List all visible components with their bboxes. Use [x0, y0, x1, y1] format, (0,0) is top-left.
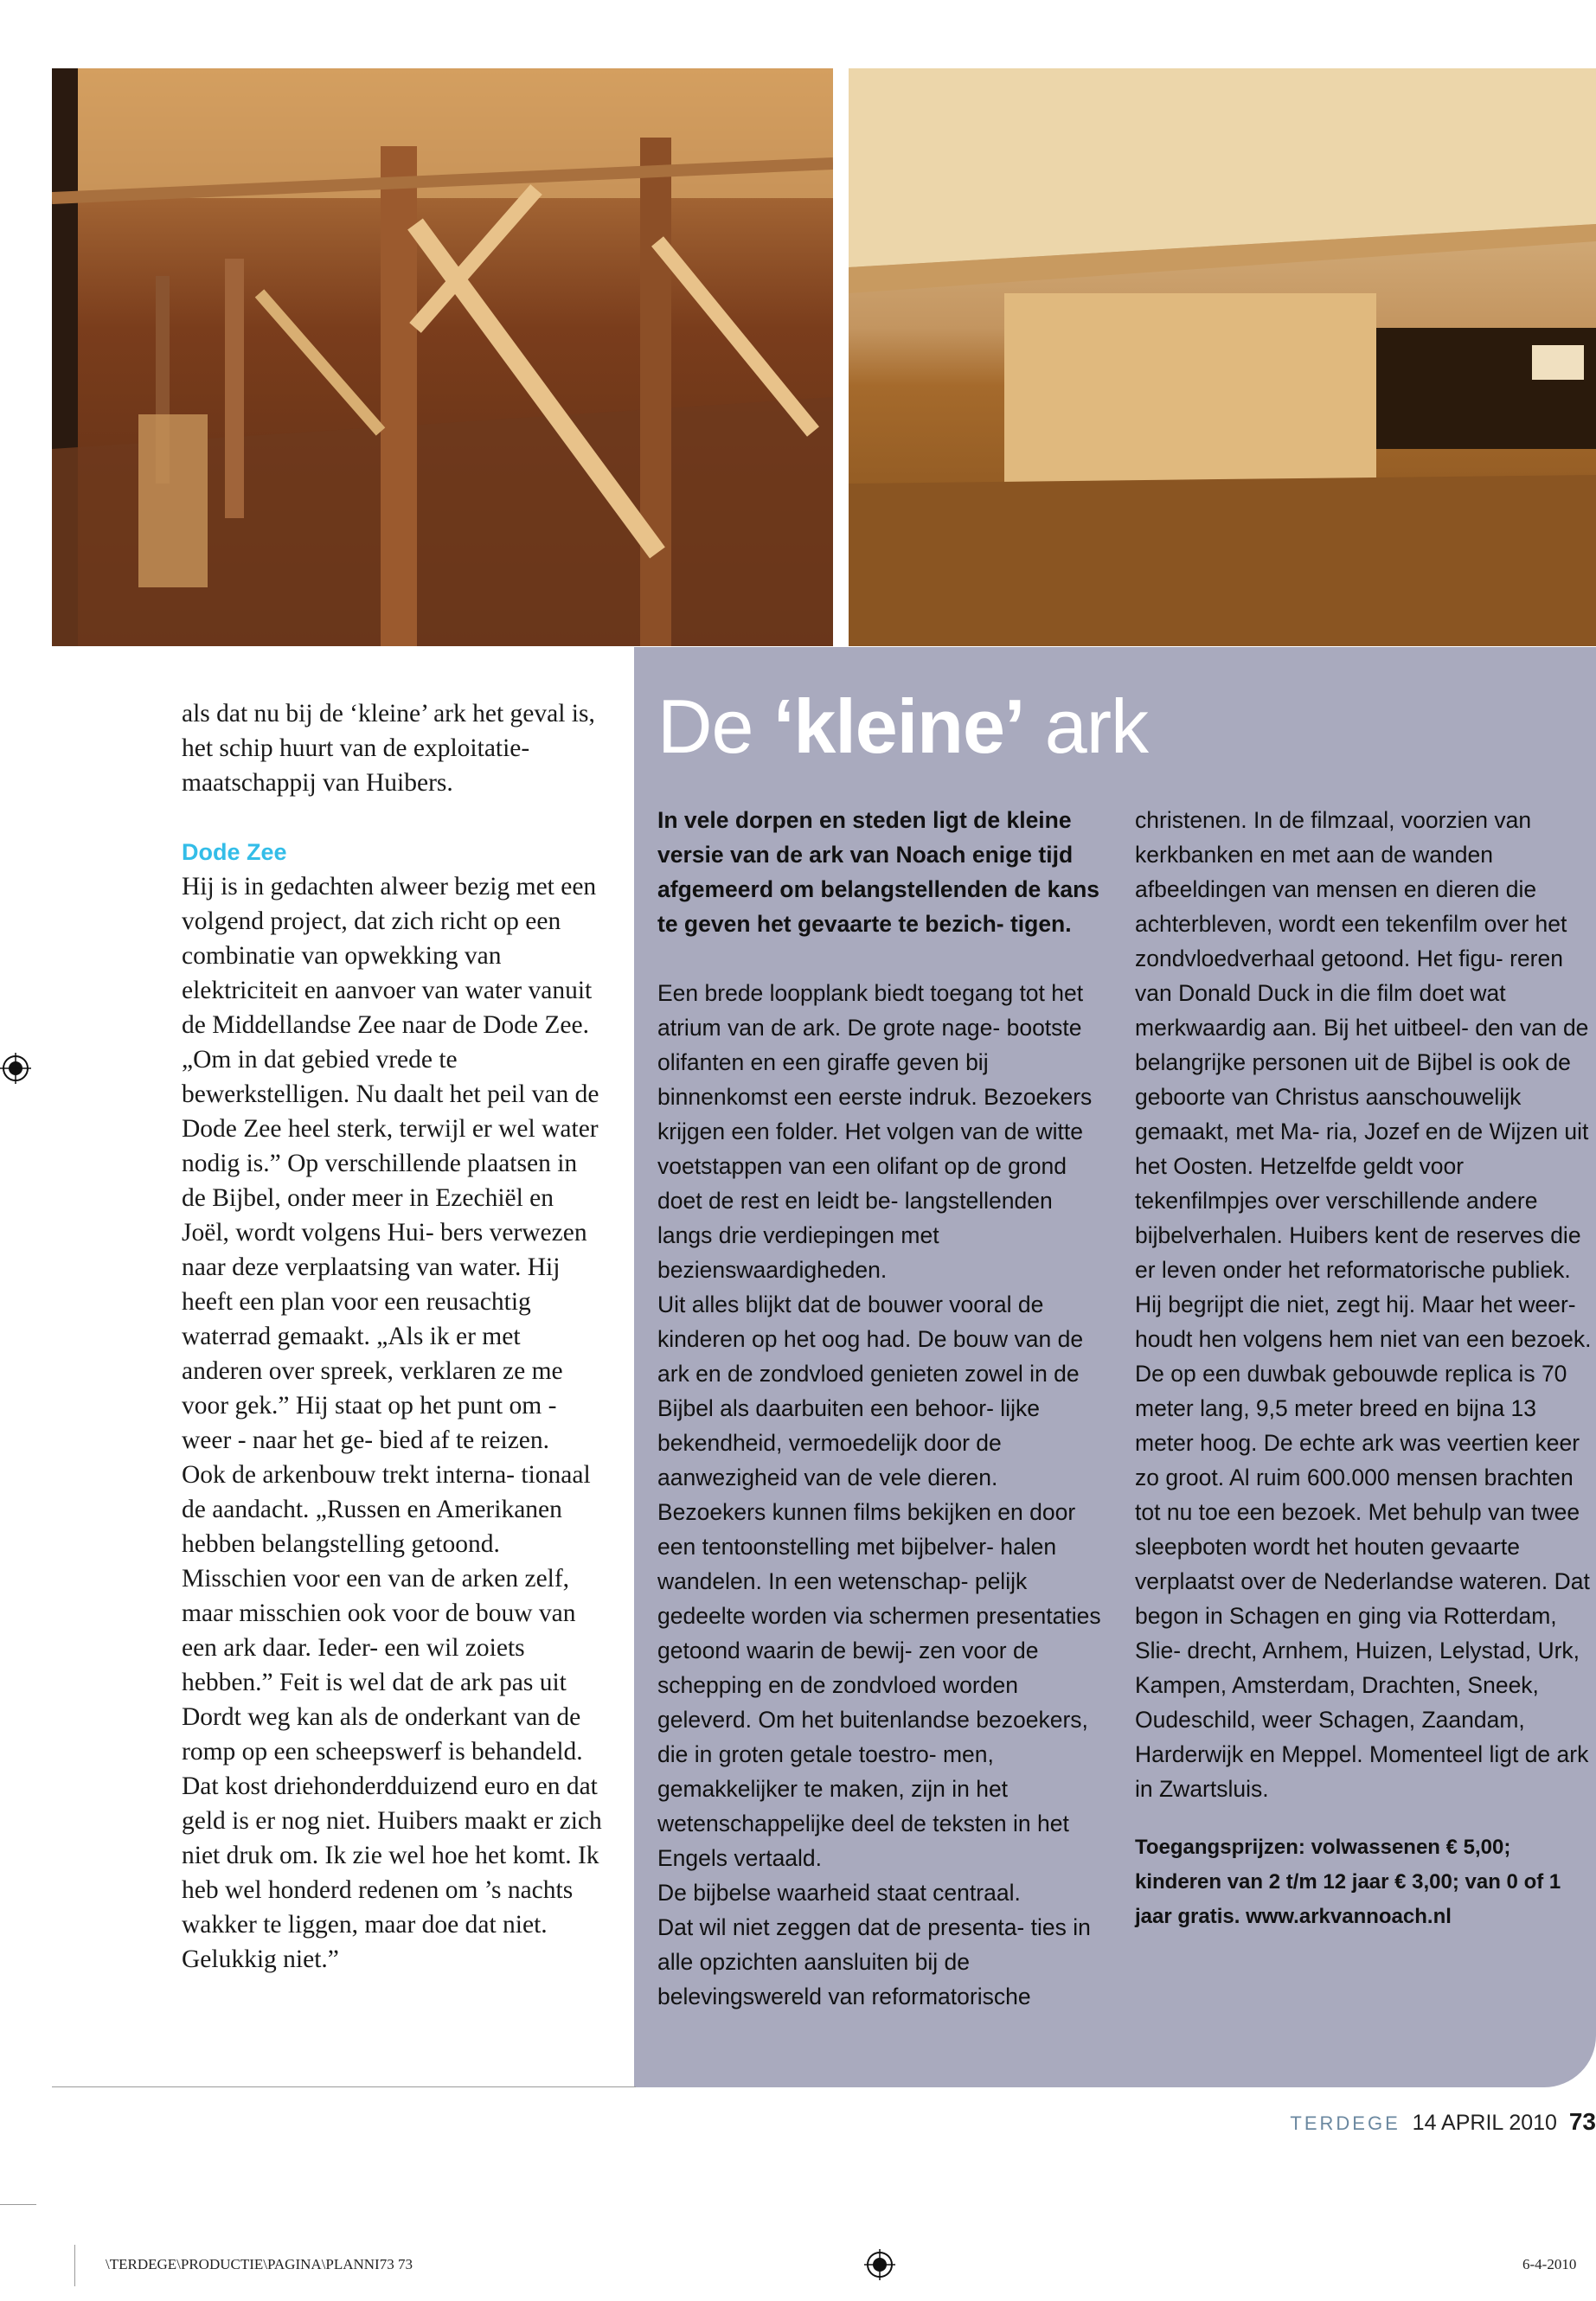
- print-slug-date: 6-4-2010: [1522, 2256, 1577, 2272]
- photo-ark-empty-hall: [849, 68, 1596, 646]
- sidebar-prices: Toegangsprijzen: volwassenen € 5,00; kinderen van 2 t/m 12 jaar € 3,00; van 0 of 1 jaar gratis. www.arkvannoach.nl: [1135, 1836, 1561, 1928]
- title-part-bold: ‘kleine’: [772, 683, 1025, 769]
- sidebar-paragraph: De bijbelse waarheid staat centraal.: [657, 1880, 1021, 1906]
- subheading-dode-zee: Dode Zee: [182, 839, 287, 865]
- page-footer: [1290, 2108, 1596, 2136]
- bottom-rule: [52, 2086, 636, 2087]
- sidebar-paragraph: De op een duwbak gebouwde replica is 70 meter lang, 9,5 meter breed en bijna 13 meter hoog. De echte ark was veertien keer zo groot. Al ruim 600.000 mensen brachten tot nu toe een bezoek. Met behulp van twee sleepboten wordt het houten gevaarte verplaatst over de Nederlandse wateren. Dat begon in Schagen en ging via Rotterdam, Slie- drecht, Arnhem, Huizen, Lelystad, Urk, Kampen, Amsterdam, Drachten, Sneek, Oudeschild, weer Schagen, Zaandam, Harderwijk en Meppel. Momenteel ligt de ark in Zwartsluis.: [1135, 1361, 1590, 1802]
- slug-divider: [74, 2245, 75, 2286]
- margin-rule: [0, 2204, 36, 2205]
- article-left-column: [182, 696, 606, 1977]
- sidebar-paragraph: Dat wil niet zeggen dat de presenta- ties in alle opzichten aansluiten bij de belevingswereld van reformatorische: [657, 1914, 1091, 2009]
- article-paragraph: Hij is in gedachten alweer bezig met een volgend project, dat zich richt op een combinatie van opwekking van elektriciteit en aanvoer van water vanuit de Middellandse Zee naar de Dode Zee. „Om in dat gebied vrede te bewerkstelligen. Nu daalt het peil van de Dode Zee heel sterk, terwijl er wel water nodig is.” Op verschillende plaatsen in de Bijbel, onder meer in Ezechiël en Joël, wordt volgens Hui- bers verwezen naar deze verplaatsing van water. Hij heeft een plan voor een reusachtig waterrad gemaakt. „Als ik er met anderen over spreek, verklaren ze me voor gek.” Hij staat op het punt om - weer - naar het ge- bied af te reizen.: [182, 873, 599, 1454]
- sidebar-column-1: [657, 803, 1107, 2014]
- issue-date: 14 APRIL 2010: [1412, 2111, 1557, 2135]
- sidebar-paragraph: Een brede loopplank biedt toegang tot het atrium van de ark. De grote nage- bootste olifanten en een giraffe geven bij binnenkomst een eerste indruk. Bezoekers krijgen een folder. Het volgen van de witte voetstappen van een olifant op de grond doet de rest en leidt be- langstellenden langs drie verdiepingen met bezienswaardigheden.: [657, 980, 1093, 1283]
- page-number: 73: [1568, 2108, 1596, 2135]
- magazine-name: TERDEGE: [1290, 2112, 1401, 2134]
- sidebar-paragraph: Bezoekers kunnen films bekijken en door een tentoonstelling met bijbelver- halen wandelen. In een wetenschap- pelijk gedeelte worden via schermen presentaties getoond waarin de bewij- zen voor de schepping en de zondvloed worden geleverd. Om het buitenlandse bezoekers, die in groten getale toestro- men, gemakkelijker te maken, zijn in het wetenschappelijke deel de teksten in het Engels vertaald.: [657, 1499, 1101, 1871]
- article-paragraph: als dat nu bij de ‘kleine’ ark het geval is, het schip huurt van de exploitatie- maatschappij van Huibers.: [182, 700, 595, 797]
- article-paragraph: Ook de arkenbouw trekt interna- tionaal de aandacht. „Russen en Amerikanen hebben belangstelling getoond. Misschien voor een van de arken zelf, maar misschien ook voor de bouw van een ark daar. Ieder- een wil zoiets hebben.” Feit is wel dat de ark pas uit Dordt weg kan als de onderkant van de romp op een scheepswerf is behandeld. Dat kost driehonderdduizend euro en dat geld is er nog niet. Huibers maakt er zich niet druk om. Ik zie wel hoe het komt. Ik heb wel honderd redenen om ’s nachts wakker te liggen, maar doe dat niet. Gelukkig niet.”: [182, 1461, 602, 1973]
- registration-mark-icon: [864, 2249, 895, 2280]
- sidebar-column-2: [1135, 803, 1596, 1934]
- photo-ark-interior-beams: [52, 68, 833, 646]
- sidebar-title: [657, 683, 1148, 770]
- sidebar-paragraph: Uit alles blijkt dat de bouwer vooral de kinderen op het oog had. De bouw van de ark en de zondvloed genieten zowel in de Bijbel als daarbuiten een behoor- lijke bekendheid, vermoedelijk door de aanwezigheid van de vele dieren.: [657, 1292, 1084, 1490]
- print-slug-path: \TERDEGE\PRODUCTIE\PAGINA\PLANNI73 73: [106, 2256, 413, 2272]
- sidebar-paragraph: christenen. In de filmzaal, voorzien van kerkbanken en met aan de wanden afbeeldingen van mensen en dieren die achterbleven, wordt een tekenfilm over het zondvloedverhaal getoond. Het figu- reren van Donald Duck in die film doet wat merkwaardig aan. Bij het uitbeel- den van de belangrijke personen uit de Bijbel is ook de geboorte van Christus aanschouwelijk gemaakt, met Ma- ria, Jozef en de Wijzen uit het Oosten. Hetzelfde geldt voor tekenfilmpjes over verschillende andere bijbelverhalen. Huibers kent de reserves die er leven onder het reformatorische publiek. Hij begrijpt die niet, zegt hij. Maar het weer- houdt hen volgens hem niet van een bezoek.: [1135, 807, 1592, 1352]
- title-part: ark: [1024, 683, 1149, 769]
- registration-mark-icon: [0, 1053, 31, 1084]
- title-part: De: [657, 683, 773, 769]
- sidebar-intro: In vele dorpen en steden ligt de kleine versie van de ark van Noach enige tijd afgemeerd om belangstellenden de kans te geven het gevaarte te bezich- tigen.: [657, 807, 1100, 937]
